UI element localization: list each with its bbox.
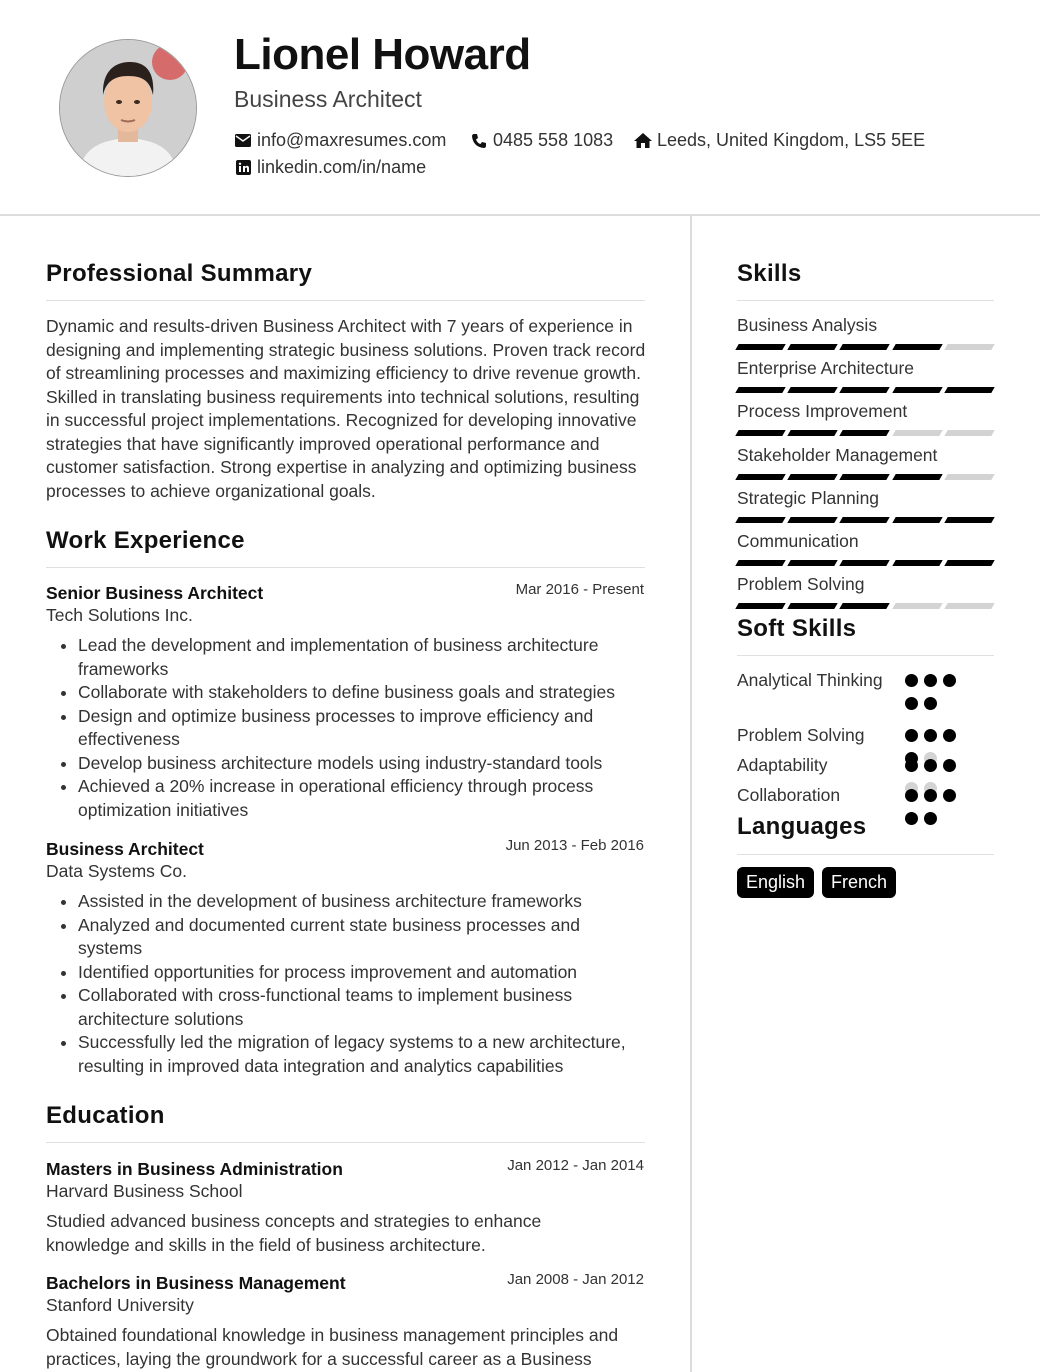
rating-dot — [924, 812, 937, 825]
skill-level-segment — [787, 560, 838, 566]
rating-dot — [905, 674, 918, 687]
skill-level-segment — [787, 430, 838, 436]
education-description: Studied advanced business concepts and strategies to enhance knowledge and skills in the field of business architecture. — [46, 1211, 542, 1255]
skill-level-segment — [735, 517, 786, 523]
skill-level-segment — [892, 344, 943, 350]
job-bullet: • Analyzed and documented current state business processes and systems — [78, 914, 646, 961]
job-title: Senior Business Architect — [46, 583, 264, 603]
job-bullet: • Design and optimize business processes to improve efficiency and effectiveness — [78, 705, 646, 752]
languages-divider — [737, 854, 994, 855]
rating-dot — [924, 759, 937, 772]
skill-level-segment — [892, 430, 943, 436]
avatar — [59, 39, 197, 177]
rating-dot — [943, 789, 956, 802]
skill-level-segment — [840, 387, 891, 393]
skill-level-segment — [735, 387, 786, 393]
skill-level-segment — [840, 517, 891, 523]
skill-level-segment — [892, 560, 943, 566]
skill-level-segment — [840, 560, 891, 566]
skills-heading: Skills — [737, 260, 802, 287]
skill-name: Enterprise Architecture — [737, 358, 915, 378]
skill-level-bar — [737, 517, 993, 523]
skill-level-segment — [944, 474, 995, 480]
skill-name: Business Analysis — [737, 315, 878, 335]
skill-level-segment — [944, 560, 995, 566]
envelope-icon — [234, 132, 252, 150]
phone-text: 0485 558 1083 — [493, 130, 614, 150]
skill-level-segment — [840, 430, 891, 436]
rating-dot — [924, 789, 937, 802]
skill-level-segment — [944, 517, 995, 523]
skill-level-bar — [737, 474, 993, 480]
summary-heading: Professional Summary — [46, 260, 313, 287]
skill-level-segment — [787, 603, 838, 609]
rating-dot — [905, 729, 918, 742]
skill-level-segment — [787, 344, 838, 350]
skill-name: Strategic Planning — [737, 488, 880, 508]
job-company: Tech Solutions Inc. — [46, 605, 193, 625]
skill-level-segment — [944, 603, 995, 609]
skill-level-bar — [737, 560, 993, 566]
experience-heading: Work Experience — [46, 527, 245, 554]
skill-level-bar — [737, 387, 993, 393]
school-name: Harvard Business School — [46, 1181, 243, 1201]
job-bullet: • Lead the development and implementation of business architecture frameworks — [78, 634, 646, 681]
experience-divider — [46, 567, 645, 568]
soft-skill-name: Problem Solving — [737, 725, 865, 745]
language-tag: French — [822, 867, 896, 898]
language-tags — [737, 867, 896, 898]
skill-level-bar — [737, 430, 993, 436]
job-bullet: • Identified opportunities for process improvement and automation — [78, 961, 646, 985]
education-dates: Jan 2008 - Jan 2012 — [507, 1271, 644, 1288]
email-text: info@maxresumes.com — [257, 130, 447, 150]
skill-level-segment — [735, 474, 786, 480]
language-tag: English — [737, 867, 814, 898]
rating-dot — [905, 812, 918, 825]
skill-level-segment — [787, 517, 838, 523]
skill-level-segment — [944, 430, 995, 436]
linkedin-icon — [234, 159, 252, 177]
job-bullet: • Develop business architecture models using industry-standard tools — [78, 752, 646, 776]
resume-header — [0, 0, 1040, 216]
job-dates: Mar 2016 - Present — [515, 581, 644, 598]
soft-skill-name: Adaptability — [737, 755, 828, 775]
job-bullets — [46, 634, 646, 822]
skill-level-segment — [892, 517, 943, 523]
skill-level-segment — [735, 560, 786, 566]
soft-skill-rating — [905, 669, 977, 715]
column-divider — [690, 216, 692, 1372]
skill-level-segment — [840, 474, 891, 480]
job-company: Data Systems Co. — [46, 861, 188, 881]
rating-dot — [943, 729, 956, 742]
skill-level-bar — [737, 603, 993, 609]
skill-name: Process Improvement — [737, 401, 908, 421]
skill-level-segment — [944, 344, 995, 350]
rating-dot — [905, 759, 918, 772]
rating-dot — [924, 697, 937, 710]
linkedin-text: linkedin.com/in/name — [257, 157, 427, 177]
home-icon — [634, 132, 652, 150]
job-bullets — [46, 890, 646, 1078]
rating-dot — [905, 789, 918, 802]
candidate-title: Business Architect — [234, 86, 422, 112]
rating-dot — [905, 697, 918, 710]
skill-level-segment — [944, 387, 995, 393]
skill-name: Problem Solving — [737, 574, 865, 594]
job-bullet: • Assisted in the development of business architecture frameworks — [78, 890, 646, 914]
skill-level-segment — [735, 344, 786, 350]
soft-skills-heading: Soft Skills — [737, 615, 857, 642]
soft-skill-name: Collaboration — [737, 785, 841, 805]
skill-name: Communication — [737, 531, 859, 551]
education-divider — [46, 1142, 645, 1143]
skill-level-segment — [787, 474, 838, 480]
degree-title: Bachelors in Business Management — [46, 1273, 346, 1293]
soft-skills-divider — [737, 655, 994, 656]
job-title: Business Architect — [46, 839, 204, 859]
job-bullet: • Achieved a 20% increase in operational efficiency through process optimization initiatives — [78, 775, 646, 822]
skills-divider — [737, 300, 994, 301]
education-description: Obtained foundational knowledge in business management principles and practices, laying the groundwork for a successful career as a Business — [46, 1325, 619, 1369]
skill-level-segment — [892, 603, 943, 609]
contact-linkedin[interactable] — [234, 157, 426, 178]
education-heading: Education — [46, 1102, 165, 1129]
phone-icon — [470, 132, 488, 150]
skill-level-segment — [892, 387, 943, 393]
skill-level-segment — [892, 474, 943, 480]
contact-email[interactable] — [234, 130, 446, 151]
soft-skill-rating — [905, 784, 977, 830]
skill-level-segment — [840, 603, 891, 609]
education-dates: Jan 2012 - Jan 2014 — [507, 1157, 644, 1174]
rating-dot — [924, 674, 937, 687]
contact-location — [634, 130, 925, 151]
degree-title: Masters in Business Administration — [46, 1159, 343, 1179]
rating-dot — [943, 759, 956, 772]
school-name: Stanford University — [46, 1295, 194, 1315]
skill-level-segment — [735, 603, 786, 609]
soft-skill-name: Analytical Thinking — [737, 670, 883, 690]
skill-level-segment — [840, 344, 891, 350]
skill-level-segment — [735, 430, 786, 436]
job-bullet: • Successfully led the migration of legacy systems to a new architecture, resulting in improved data integration and analytics capabilities — [78, 1031, 646, 1078]
skill-name: Stakeholder Management — [737, 445, 938, 465]
location-text: Leeds, United Kingdom, LS5 5EE — [657, 130, 926, 150]
skill-level-bar — [737, 344, 993, 350]
job-bullet: • Collaborate with stakeholders to define business goals and strategies — [78, 681, 646, 705]
contact-phone[interactable] — [470, 130, 613, 151]
job-bullet: • Collaborated with cross-functional teams to implement business architecture solutions — [78, 984, 646, 1031]
candidate-name: Lionel Howard — [234, 30, 531, 79]
summary-text: Dynamic and results-driven Business Architect with 7 years of experience in designing and implementing strategic business solutions. Proven track record of streamlining processes and maximizing efficiency to drive revenue growth. Skilled in translating business requirements into technical solutions, resulting in successful project implementations. Recognized for developing innovative strategies that have significantly improved operational performance and customer satisfaction. Strong expertise in analyzing and optimizing business processes to achieve organizational goals. — [46, 316, 646, 501]
rating-dot — [924, 729, 937, 742]
job-dates: Jun 2013 - Feb 2016 — [505, 837, 644, 854]
languages-heading: Languages — [737, 813, 867, 840]
skill-level-segment — [787, 387, 838, 393]
summary-divider — [46, 300, 645, 301]
rating-dot — [943, 674, 956, 687]
